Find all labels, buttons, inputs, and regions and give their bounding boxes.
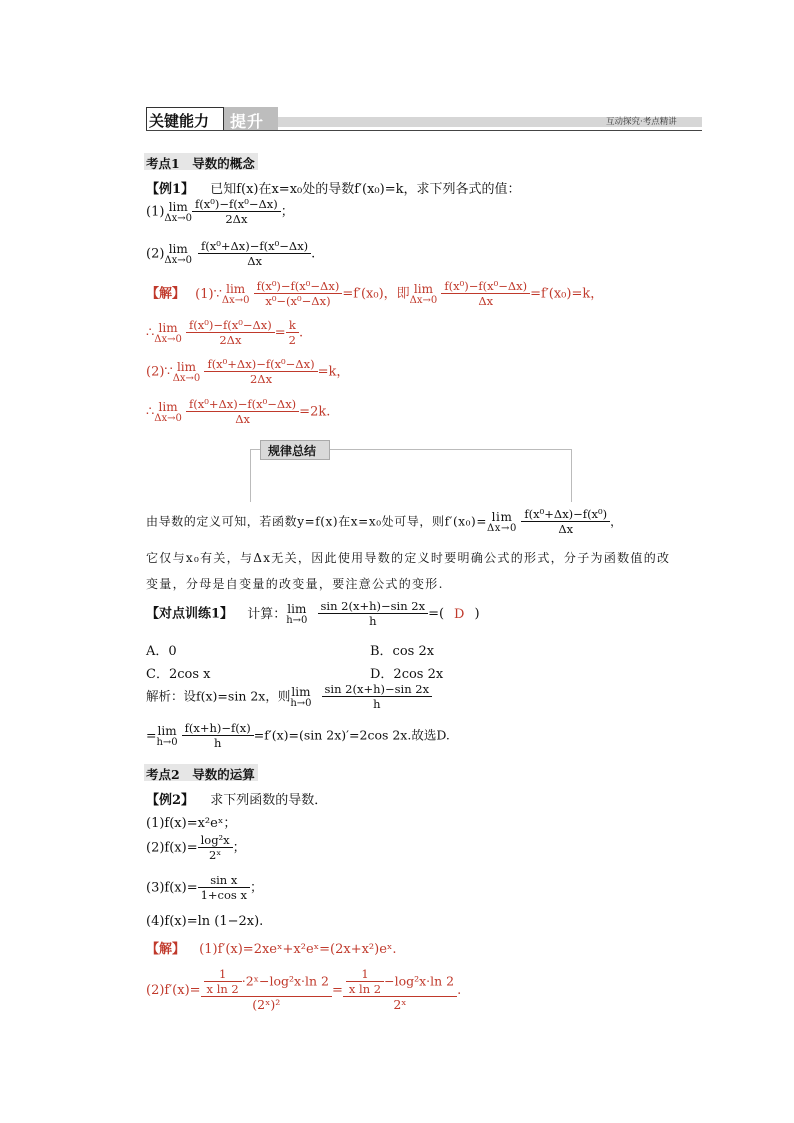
summary-line1: 由导数的定义可知，若函数y=f(x)在x=x₀处可导，则f′(x₀)= lim Δx→0 $\frac{\text{f(x⁰+Δx)−f(x⁰)}}{\Delta x}$ ，	[146, 507, 623, 537]
example2-f2: (2)f(x)= $\frac{\text{log²x}}{\text{2ˣ}}$ ；	[146, 833, 246, 863]
topic2-heading: 考点2 导数的运算	[146, 767, 255, 782]
s1-fraction: $\frac{\text{f(x⁰)−f(x⁰−Δx)}}{\text{x⁰−(x⁰−Δx)}}$	[254, 280, 343, 308]
section-header-right-label: 互动探究·考点精讲	[606, 117, 677, 127]
sol2-fraction-b: $\frac{1}{\text{x ln 2}}$ −log²x·ln 2 2ˣ	[343, 968, 457, 1013]
example1-label: 【例1】	[146, 182, 195, 197]
practice1-limit: lim h→0	[286, 601, 308, 626]
summary-fraction: $\frac{\text{f(x⁰+Δx)−f(x⁰)}}{\Delta x}$	[521, 508, 610, 536]
s1-limit: lim Δx→0	[221, 281, 250, 306]
example2-solution-line2: (2)f′(x)= $\frac{1}{\text{x ln 2}}$ ·2ˣ−log²x·ln 2 (2ˣ)² = $\frac{1}{\text{x ln 2}}$ −log²x·ln 2 2ˣ .	[146, 967, 462, 1013]
section-header-tag	[224, 107, 278, 131]
example1-solution-line4: ∴ lim Δx→0 $\frac{\text{f(x⁰+Δx)−f(x⁰−Δx)}}{\Delta x}$ =2k.	[146, 397, 331, 427]
practice1-sol-fraction: $\frac{\sin 2(x+h)-\sin 2x}{h}$	[322, 683, 433, 711]
example1	[146, 178, 520, 197]
s2-limit: lim Δx→0	[154, 320, 182, 345]
s4-fraction: $\frac{\text{f(x⁰+Δx)−f(x⁰−Δx)}}{\Delta x}$	[186, 398, 299, 426]
sol2-fraction: $\frac{1}{\text{x ln 2}}$ ·2ˣ−log²x·ln 2 (2ˣ)²	[201, 968, 332, 1013]
section-header-rule	[146, 130, 702, 131]
summary-title: 规律总结	[268, 444, 317, 458]
s4-limit: lim Δx→0	[154, 399, 182, 424]
s2-k-fraction: $\frac{k}{2}$	[286, 319, 299, 347]
q2-fraction: $\frac{\text{f(x⁰+Δx)−f(x⁰−Δx)}}{\Delta x}$	[198, 240, 311, 268]
example1-solution-line2: ∴ lim Δx→0 $\frac{\text{f(x⁰)−f(x⁰−Δx)}}{2\Delta x}$ = $\frac{k}{2}$ .	[146, 318, 304, 348]
practice1-sol-limit: lim h→0	[290, 684, 312, 709]
option-b: B．cos 2x	[370, 644, 435, 659]
sol2-b-inner-fraction: $\frac{1}{\text{x ln 2}}$	[346, 968, 384, 996]
q1-limit: lim Δx→0	[164, 199, 193, 224]
example2-text: 求下列函数的导数．	[210, 793, 328, 808]
example1-q2: (2) lim Δx→0 $\frac{\text{f(x⁰+Δx)−f(x⁰−Δx)}}{\Delta x}$ .	[146, 239, 316, 269]
example1-q1: (1) lim Δx→0 $\frac{\text{f(x⁰)−f(x⁰−Δx)}}{2\Delta x}$ ；	[146, 197, 294, 227]
s1-limit2: lim Δx→0	[409, 281, 438, 306]
practice1-sol2-limit: lim h→0	[156, 723, 178, 748]
s3-fraction: $\frac{\text{f(x⁰+Δx)−f(x⁰−Δx)}}{2\Delta x}$	[204, 358, 317, 386]
q1-label: (1)	[146, 204, 165, 220]
practice1-fraction: $\frac{\sin 2(x+h)-\sin 2x}{h}$	[318, 600, 429, 628]
solution1-label: 【解】	[146, 286, 186, 302]
example2-f3: (3)f(x)= $\frac{\text{sin x}}{\text{1+cos x}}$ ；	[146, 873, 263, 903]
option-a: A．0	[146, 644, 177, 659]
section-header-title: 关键能力	[149, 112, 210, 130]
example1-solution-line1: 【解】 (1)∵ lim Δx→0 $\frac{\text{f(x⁰)−f(x⁰−Δx)}}{\text{x⁰−(x⁰−Δx)}}$ =f′(x₀)，即 lim Δx→0 $\frac{\text{f(x⁰)−f(x⁰−Δx)}}{\Delta x}$ =f′(x₀)=k，	[146, 279, 604, 309]
example2-f4: (4)f(x)=ln (1−2x).	[146, 914, 264, 929]
example1-solution-line3: (2)∵ lim Δx→0 $\frac{\text{f(x⁰+Δx)−f(x⁰−Δx)}}{2\Delta x}$ =k，	[146, 357, 350, 387]
practice1-answer: D	[454, 606, 465, 622]
q2-label: (2)	[146, 246, 165, 262]
summary-limit: lim Δx→0	[486, 509, 517, 534]
summary-line3: 变量，分母是自变量的改变量，要注意公式的变形.	[146, 577, 444, 591]
practice1-label: 【对点训练1】	[146, 606, 234, 622]
s3-limit: lim Δx→0	[172, 359, 201, 384]
s1-fraction2: $\frac{\text{f(x⁰)−f(x⁰−Δx)}}{\Delta x}$	[441, 280, 530, 308]
practice1-question: 【对点训练1】 计算： lim h→0 $\frac{\sin 2(x+h)-\sin 2x}{h}$ =( D )	[146, 599, 480, 629]
example2-solution-line1: 【解】 (1)f′(x)=2xeˣ+x²eˣ=(2x+x²)eˣ.	[146, 942, 397, 957]
practice1-sol2-fraction: $\frac{f(x+h)-f(x)}{h}$	[182, 722, 254, 750]
f3-fraction: $\frac{\text{sin x}}{\text{1+cos x}}$	[198, 874, 250, 902]
s2-fraction: $\frac{\text{f(x⁰)−f(x⁰−Δx)}}{2\Delta x}$	[186, 319, 275, 347]
solution2-label: 【解】	[146, 942, 186, 957]
practice1-solution-line1: 解析：设f(x)=sin 2x，则 lim h→0 $\frac{\sin 2(x+h)-\sin 2x}{h}$	[146, 683, 432, 711]
example2-label: 【例2】	[146, 793, 195, 808]
sol2-inner-fraction: $\frac{1}{\text{x ln 2}}$	[204, 968, 242, 996]
option-d: D．2cos 2x	[370, 667, 444, 682]
f2-fraction: $\frac{\text{log²x}}{\text{2ˣ}}$	[198, 834, 233, 862]
q1-fraction: $\frac{\text{f(x⁰)−f(x⁰−Δx)}}{2\Delta x}$	[192, 198, 281, 226]
example2	[146, 789, 327, 808]
section-header-tag-text: 提升	[230, 112, 265, 131]
summary-line2: 它仅与x₀有关，与Δx无关，因此使用导数的定义时要明确公式的形式，分子为函数值的改	[146, 551, 671, 565]
topic1-heading: 考点1 导数的概念	[146, 156, 255, 171]
example2-f1: (1)f(x)=x²eˣ；	[146, 816, 237, 831]
practice1-solution-line2: = lim h→0 $\frac{f(x+h)-f(x)}{h}$ =f′(x)=(sin 2x)′=2cos 2x.故选D.	[146, 721, 450, 751]
summary-tab	[260, 440, 330, 460]
example1-text: 已知f(x)在x=x₀处的导数f′(x₀)=k，求下列各式的值：	[210, 182, 521, 197]
q2-limit: lim Δx→0	[164, 241, 193, 266]
option-c: C．2cos x	[146, 667, 211, 682]
